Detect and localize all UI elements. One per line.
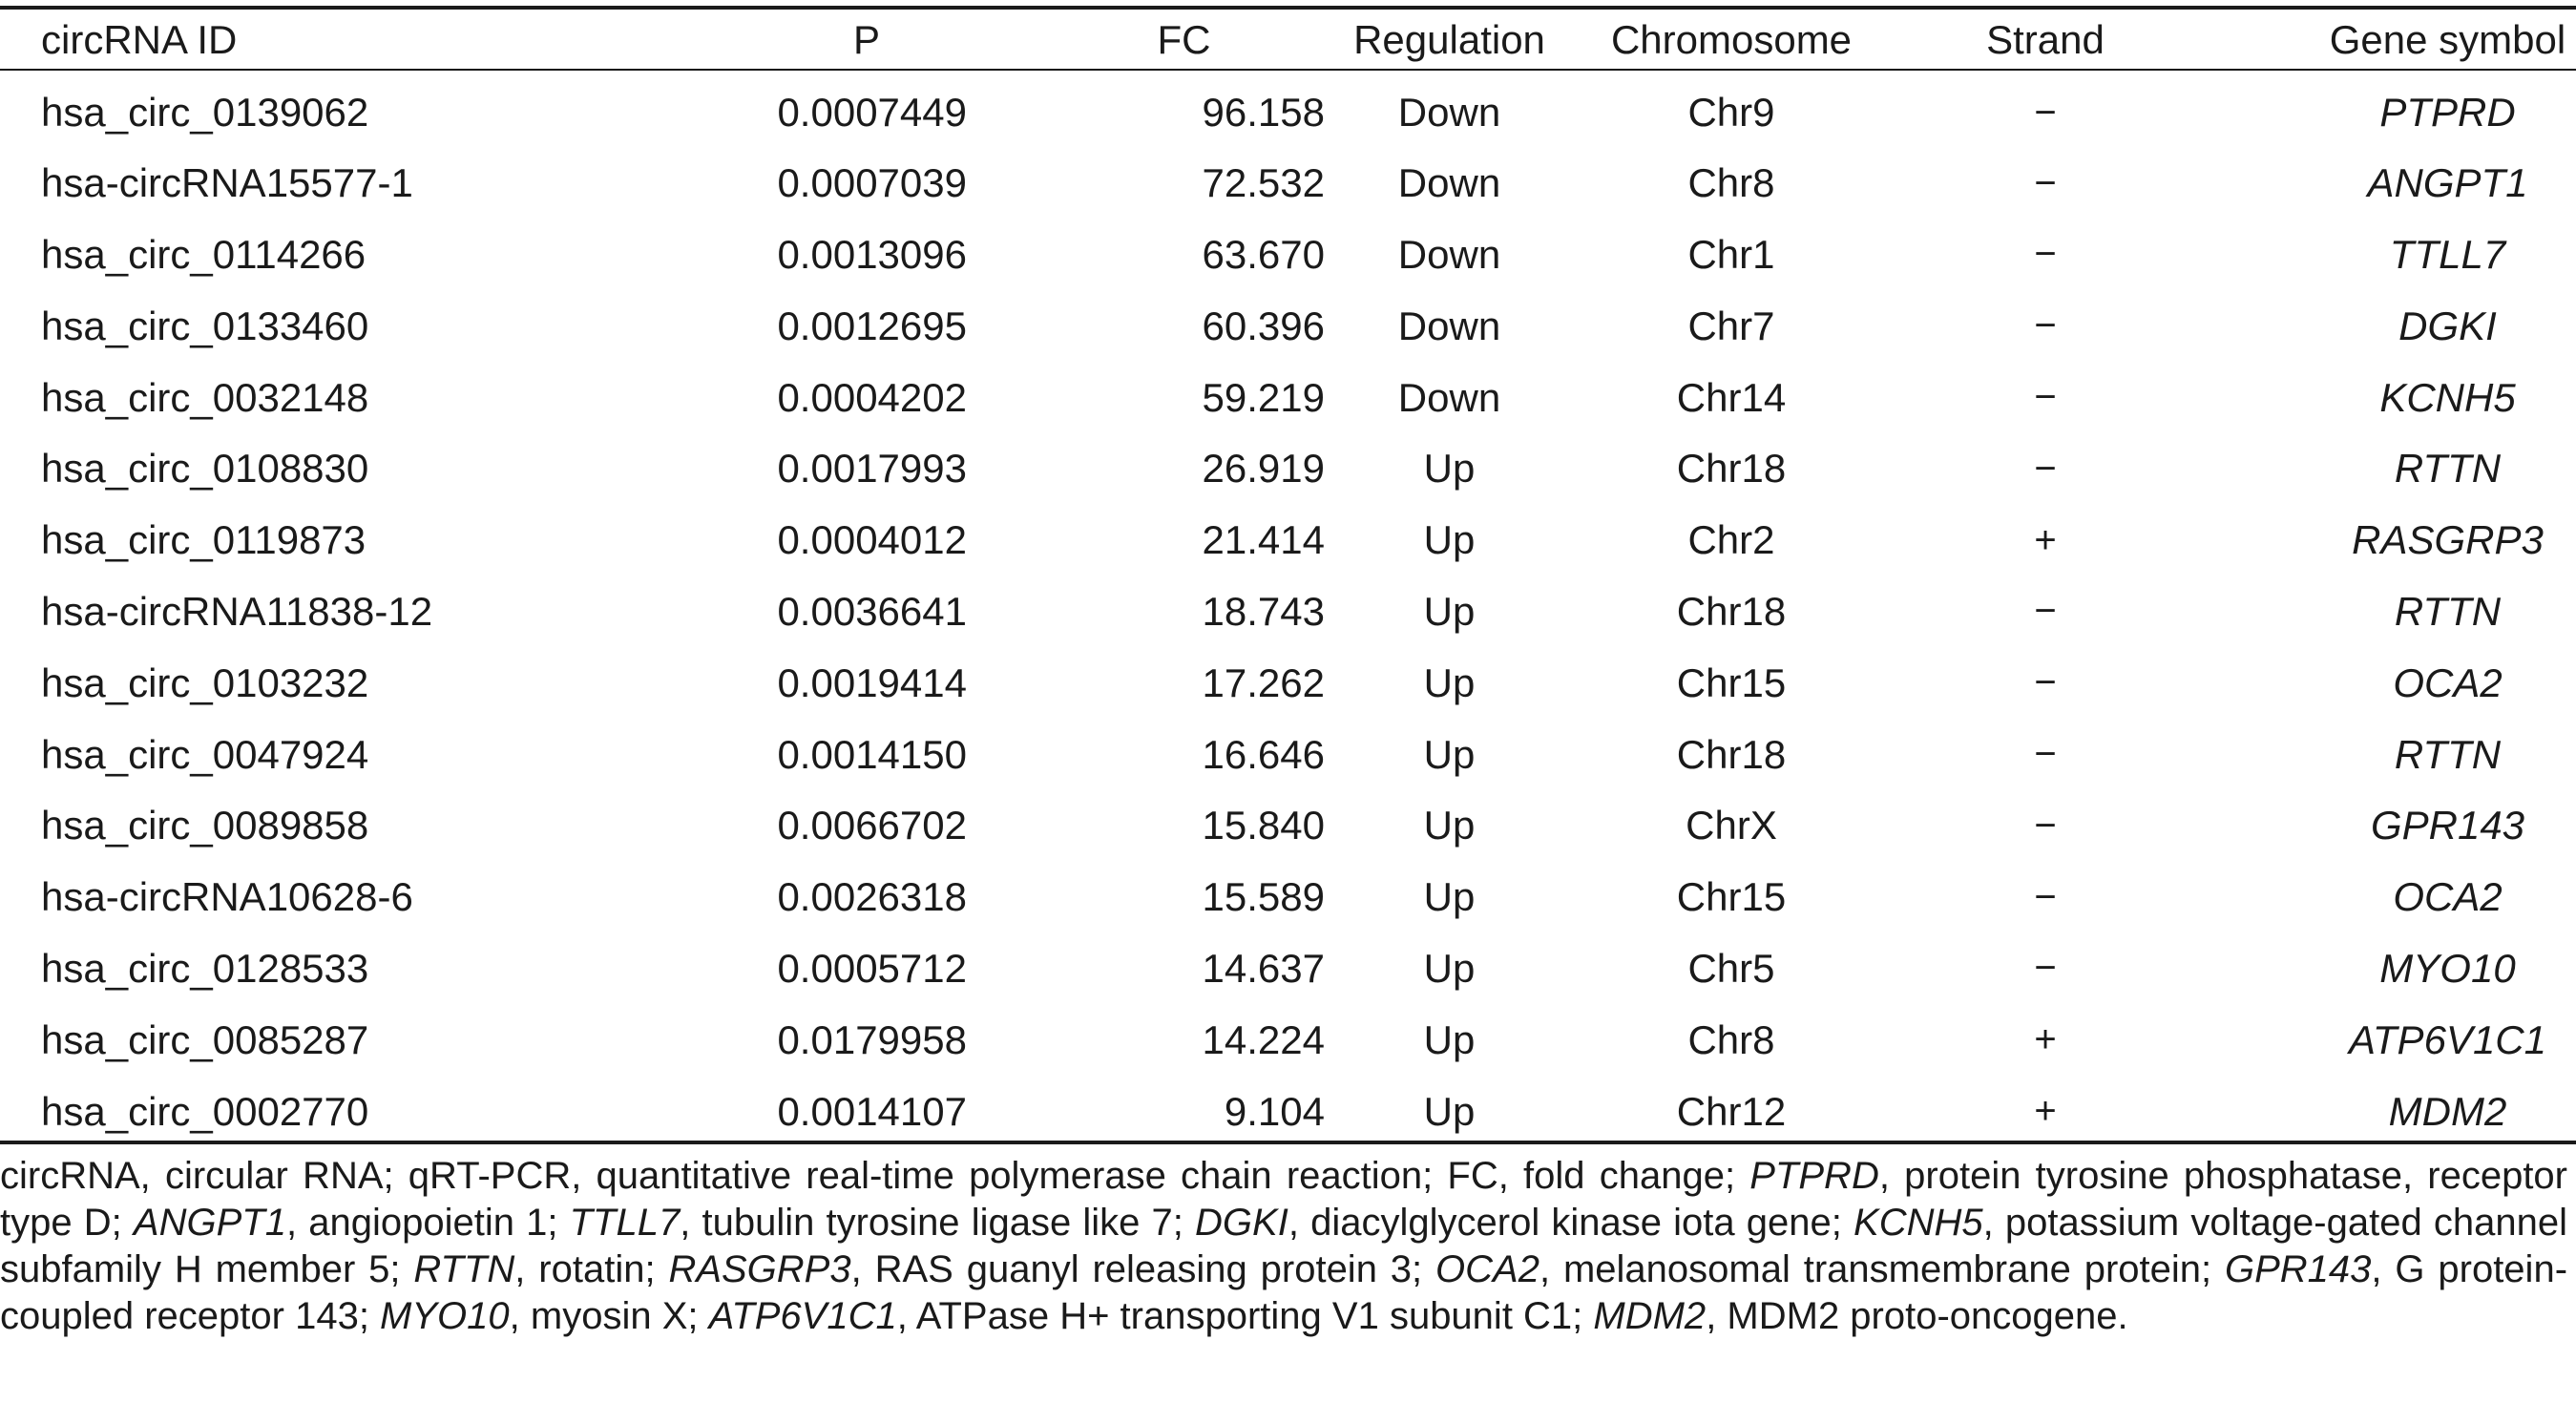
cell-fold-change: 21.414 [1202, 517, 1325, 563]
table-row [0, 719, 2576, 790]
cell-chromosome: Chr5 [1687, 945, 1775, 991]
table-row [0, 76, 2576, 148]
cell-chromosome: Chr14 [1676, 374, 1787, 420]
cell-strand: − [2034, 875, 2057, 918]
cell-p-value: 0.0026318 [777, 874, 967, 920]
table-row [0, 790, 2576, 862]
cell-strand: + [2034, 518, 2057, 561]
header-chromosome: Chromosome [1610, 17, 1853, 62]
footnote-gene-term: PTPRD [1749, 1155, 1879, 1197]
footnote-gene-term: ANGPT1 [133, 1202, 286, 1244]
cell-fold-change: 18.743 [1202, 588, 1325, 634]
footnote-text: , melanosomal transmembrane protein; [1539, 1248, 2225, 1290]
cell-regulation: Up [1423, 874, 1476, 920]
header-row [0, 0, 2576, 76]
cell-regulation: Up [1423, 731, 1476, 777]
header-p: P [852, 17, 880, 62]
cell-chromosome: Chr15 [1676, 660, 1787, 705]
cell-p-value: 0.0014150 [777, 731, 967, 777]
table-header [0, 0, 2576, 76]
footnote-text: , protein tyrosine phosphatase, receptor type D; [0, 1155, 2567, 1244]
cell-regulation: Down [1397, 374, 1501, 420]
cell-regulation: Down [1397, 303, 1501, 348]
footnote-gene-term: GPR143 [2225, 1248, 2372, 1290]
table-row [0, 1076, 2576, 1147]
cell-circrna-id: hsa_circ_0133460 [41, 303, 369, 348]
footnote-gene-term: RASGRP3 [668, 1248, 851, 1290]
cell-regulation: Up [1423, 1088, 1476, 1134]
footnote-gene-term: KCNH5 [1853, 1202, 1983, 1244]
table-row [0, 148, 2576, 220]
cell-gene-symbol: TTLL7 [2389, 231, 2506, 277]
cell-regulation: Up [1423, 446, 1476, 492]
cell-strand: − [2034, 304, 2057, 347]
header-regulation: Regulation [1353, 17, 1545, 62]
cell-fold-change: 15.589 [1202, 874, 1325, 920]
table-row [0, 433, 2576, 505]
cell-p-value: 0.0066702 [777, 803, 967, 848]
cell-regulation: Up [1423, 803, 1476, 848]
cell-regulation: Up [1423, 1016, 1476, 1062]
cell-regulation: Up [1423, 517, 1476, 563]
cell-p-value: 0.0014107 [777, 1088, 967, 1134]
cell-strand: − [2034, 947, 2057, 990]
cell-p-value: 0.0179958 [777, 1016, 967, 1062]
cell-gene-symbol: RASGRP3 [2352, 517, 2544, 563]
cell-chromosome: Chr7 [1687, 303, 1775, 348]
cell-circrna-id: hsa_circ_0128533 [41, 945, 369, 991]
cell-circrna-id: hsa_circ_0103232 [41, 660, 369, 705]
cell-gene-symbol: MDM2 [2388, 1088, 2507, 1134]
cell-gene-symbol: RTTN [2394, 731, 2502, 777]
cell-p-value: 0.0005712 [777, 945, 967, 991]
cell-fold-change: 96.158 [1202, 90, 1325, 136]
cell-p-value: 0.0019414 [777, 660, 967, 705]
cell-chromosome: Chr12 [1676, 1088, 1787, 1134]
table-row [0, 362, 2576, 433]
cell-circrna-id: hsa_circ_0032148 [41, 374, 369, 420]
cell-fold-change: 9.104 [1224, 1088, 1325, 1134]
cell-strand: − [2034, 161, 2057, 204]
cell-chromosome: Chr8 [1687, 1016, 1775, 1062]
cell-chromosome: Chr15 [1676, 874, 1787, 920]
footnote-text: , MDM2 proto-oncogene. [1706, 1295, 2128, 1337]
table-row [0, 647, 2576, 719]
header-fc: FC [1157, 17, 1211, 62]
cell-strand: − [2034, 447, 2057, 490]
cell-strand: − [2034, 233, 2057, 276]
cell-regulation: Down [1397, 160, 1501, 206]
table-row [0, 290, 2576, 362]
cell-circrna-id: hsa-circRNA15577-1 [41, 160, 413, 206]
cell-circrna-id: hsa_circ_0139062 [41, 90, 369, 136]
cell-fold-change: 59.219 [1202, 374, 1325, 420]
footnote-text: , ATPase H+ transporting V1 subunit C1; [896, 1295, 1594, 1337]
cell-p-value: 0.0007449 [777, 90, 967, 136]
table-body [0, 76, 2576, 1147]
cell-gene-symbol: RTTN [2394, 588, 2502, 634]
cell-p-value: 0.0007039 [777, 160, 967, 206]
footnote-text: circRNA, circular RNA; qRT-PCR, quantitative real-time polymerase chain reaction; FC, fold change; [0, 1155, 1750, 1197]
header-gene-symbol: Gene symbol [2329, 17, 2566, 62]
cell-p-value: 0.0013096 [777, 231, 967, 277]
cell-strand: − [2034, 91, 2057, 134]
cell-chromosome: Chr18 [1676, 446, 1787, 492]
table-row [0, 933, 2576, 1005]
table-row [0, 220, 2576, 291]
cell-circrna-id: hsa_circ_0047924 [41, 731, 369, 777]
cell-strand: − [2034, 376, 2057, 419]
footnote-gene-term: TTLL7 [569, 1202, 681, 1244]
header-strand: Strand [1986, 17, 2105, 62]
footnote-text: , potassium voltage-gated channel subfamily H member 5; [0, 1202, 2567, 1290]
cell-regulation: Down [1397, 90, 1501, 136]
table-row [0, 505, 2576, 576]
footnote-text: , tubulin tyrosine ligase like 7; [680, 1202, 1196, 1244]
cell-p-value: 0.0036641 [777, 588, 967, 634]
cell-strand: − [2034, 733, 2057, 776]
cell-regulation: Up [1423, 660, 1476, 705]
cell-fold-change: 16.646 [1202, 731, 1325, 777]
cell-fold-change: 63.670 [1202, 231, 1325, 277]
cell-p-value: 0.0012695 [777, 303, 967, 348]
cell-regulation: Up [1423, 588, 1476, 634]
cell-circrna-id: hsa_circ_0085287 [41, 1016, 369, 1062]
header-circrna-id: circRNA ID [41, 17, 238, 62]
cell-gene-symbol: MYO10 [2379, 945, 2516, 991]
cell-gene-symbol: OCA2 [2393, 660, 2503, 705]
cell-circrna-id: hsa_circ_0119873 [41, 517, 367, 563]
footnote-gene-term: DGKI [1195, 1202, 1288, 1244]
cell-circrna-id: hsa_circ_0002770 [41, 1088, 369, 1134]
cell-gene-symbol: DGKI [2398, 303, 2497, 348]
cell-regulation: Down [1397, 231, 1501, 277]
footnote-text: , G protein-coupled receptor 143; [0, 1248, 2568, 1337]
footnote-gene-term: MDM2 [1593, 1295, 1707, 1337]
footnote-text: , rotatin; [514, 1248, 669, 1290]
cell-chromosome: Chr1 [1687, 231, 1775, 277]
table-row [0, 862, 2576, 933]
cell-circrna-id: hsa_circ_0089858 [41, 803, 369, 848]
cell-strand: − [2034, 590, 2057, 633]
cell-circrna-id: hsa_circ_0108830 [41, 446, 369, 492]
cell-gene-symbol: OCA2 [2393, 874, 2503, 920]
cell-chromosome: Chr2 [1687, 517, 1775, 563]
cell-circrna-id: hsa_circ_0114266 [41, 231, 367, 277]
cell-fold-change: 14.224 [1202, 1016, 1325, 1062]
cell-gene-symbol: ANGPT1 [2367, 160, 2528, 206]
cell-regulation: Up [1423, 945, 1476, 991]
cell-fold-change: 15.840 [1202, 803, 1325, 848]
cell-fold-change: 72.532 [1202, 160, 1325, 206]
cell-circrna-id: hsa-circRNA11838-12 [41, 588, 433, 634]
cell-gene-symbol: GPR143 [2370, 803, 2525, 848]
cell-fold-change: 60.396 [1202, 303, 1325, 348]
cell-gene-symbol: ATP6V1C1 [2349, 1016, 2546, 1062]
footnote-gene-term: RTTN [413, 1248, 515, 1290]
cell-gene-symbol: PTPRD [2379, 90, 2516, 136]
table-footnote [0, 1153, 2567, 1340]
cell-fold-change: 14.637 [1202, 945, 1325, 991]
footnote-text: , RAS guanyl releasing protein 3; [850, 1248, 1436, 1290]
cell-p-value: 0.0004012 [777, 517, 967, 563]
cell-fold-change: 26.919 [1202, 446, 1325, 492]
cell-chromosome: ChrX [1686, 803, 1777, 848]
footnote-text: , myosin X; [509, 1295, 709, 1337]
footnote-text: , angiopoietin 1; [285, 1202, 570, 1244]
cell-chromosome: Chr8 [1687, 160, 1775, 206]
footnote-gene-term: ATP6V1C1 [708, 1295, 897, 1337]
table-row [0, 576, 2576, 648]
cell-gene-symbol: RTTN [2394, 446, 2502, 492]
footnote-gene-term: OCA2 [1435, 1248, 1539, 1290]
cell-circrna-id: hsa-circRNA10628-6 [41, 874, 413, 920]
table-row [0, 1004, 2576, 1076]
cell-chromosome: Chr18 [1676, 731, 1787, 777]
cell-p-value: 0.0004202 [777, 374, 967, 420]
cell-p-value: 0.0017993 [777, 446, 967, 492]
footnote-gene-term: MYO10 [380, 1295, 510, 1337]
cell-strand: + [2034, 1018, 2057, 1061]
cell-fold-change: 17.262 [1202, 660, 1325, 705]
cell-chromosome: Chr18 [1676, 588, 1787, 634]
footnote-text: , diacylglycerol kinase iota gene; [1288, 1202, 1854, 1244]
cell-chromosome: Chr9 [1687, 90, 1775, 136]
cell-strand: − [2034, 661, 2057, 704]
cell-gene-symbol: KCNH5 [2379, 374, 2516, 420]
cell-strand: + [2034, 1090, 2057, 1133]
cell-strand: − [2034, 804, 2057, 847]
